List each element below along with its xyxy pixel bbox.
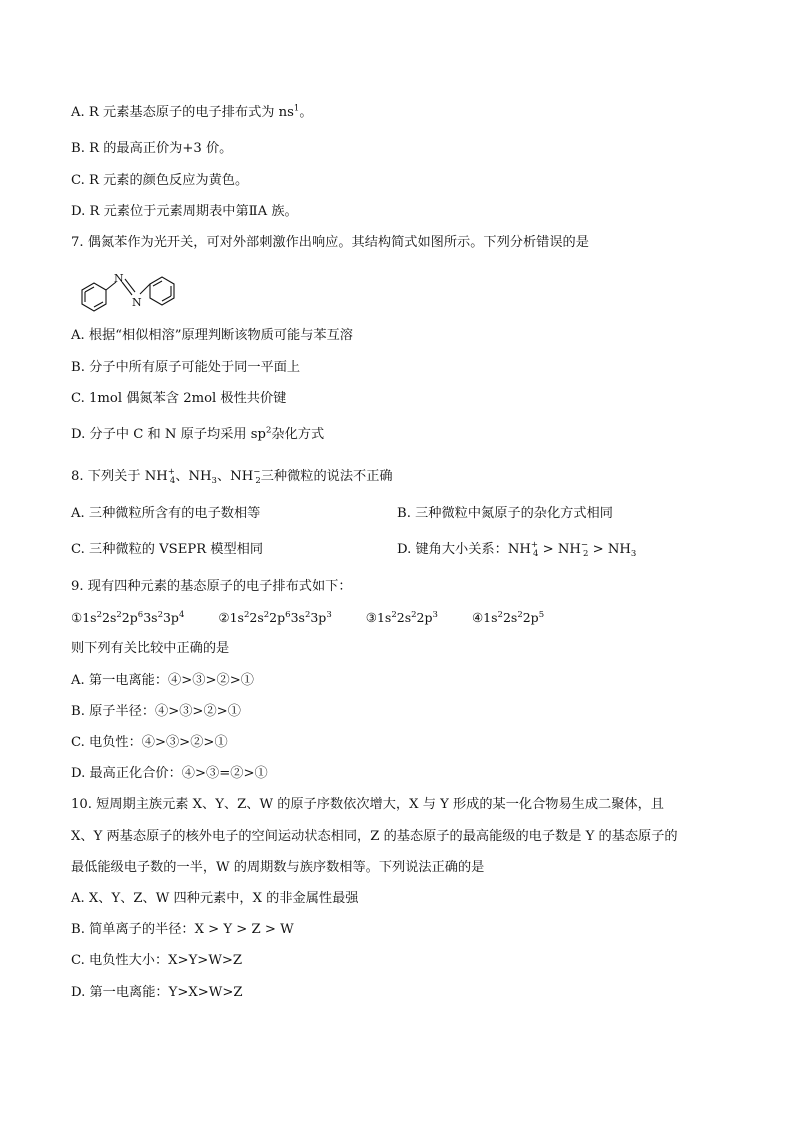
q9-stem: 9. 现有四种元素的基态原子的电子排布式如下： <box>71 579 352 594</box>
q6-option-b: B. R 的最高正价为+3 价。 <box>71 141 233 156</box>
q9-option-c: C. 电负性：④>③>②>① <box>71 735 228 750</box>
q6-option-a: A. R 元素基态原子的电子排布式为 $ns^1$。 <box>71 103 313 120</box>
config-1: $①1s^22s^22p^63s^23p^4$ <box>71 609 185 625</box>
q10-stem-line-3: 最低能级电子数的一半，W 的周期数与族序数相等。下列说法正确的是 <box>71 860 485 875</box>
q6-option-c: C. R 元素的颜色反应为黄色。 <box>71 173 249 188</box>
q8-option-c: C. 三种微粒的 VSEPR 模型相同 <box>71 542 264 557</box>
config-2: $②1s^22s^22p^63s^23p^3$ <box>218 609 332 625</box>
q10-option-b: B. 简单离子的半径：X > Y > Z > W <box>71 922 294 937</box>
q9-option-a: A. 第一电离能：④>③>②>① <box>71 673 254 688</box>
config-3: $③1s^22s^22p^3$ <box>365 609 438 625</box>
q8-option-b: B. 三种微粒中氮原子的杂化方式相同 <box>397 506 613 521</box>
q9-lead: 则下列有关比较中正确的是 <box>71 641 230 656</box>
q10-stem-line-2: X、Y 两基态原子的核外电子的空间运动状态相同，Z 的基态原子的最高能级的电子数是 Y 的基态原子的 <box>71 829 678 844</box>
ammonia-molecule: $NH_3$ <box>188 469 217 486</box>
config-4: $④1s^22s^22p^5$ <box>471 609 545 625</box>
nitrogen-label-2: N <box>132 296 142 309</box>
nitrogen-label-1: N <box>114 272 124 285</box>
q7-option-b: B. 分子中所有原子可能处于同一平面上 <box>71 360 301 375</box>
q8-option-d: D. 键角大小关系：$NH^+_4 > NH^-_2 > NH_3$ <box>397 540 637 559</box>
ammonium-ion: $NH^+_4$ <box>144 467 176 486</box>
q7-option-c: C. 1mol 偶氮苯含 2mol 极性共价键 <box>71 391 287 406</box>
q7-stem: 7. 偶氮苯作为光开关，可对外部刺激作出响应。其结构简式如图所示。下列分析错误的是 <box>71 235 589 250</box>
q10-option-d: D. 第一电离能：Y>X>W>Z <box>71 985 243 1000</box>
q7-option-d: D. 分子中 C 和 N 原子均采用 $sp^2$杂化方式 <box>71 425 325 442</box>
amide-ion: $NH^-_2$ <box>230 467 261 486</box>
q9-option-b: B. 原子半径：④>③>②>① <box>71 704 241 719</box>
q8-option-a: A. 三种微粒所含有的电子数相等 <box>71 506 261 521</box>
q10-option-a: A. X、Y、Z、W 四种元素中，X 的非金属性最强 <box>71 891 359 906</box>
q10-option-c: C. 电负性大小：X>Y>W>Z <box>71 953 243 968</box>
q9-configurations <box>71 609 544 627</box>
q6-option-d: D. R 元素位于元素周期表中第ⅡA 族。 <box>71 204 298 219</box>
azobenzene-structure <box>70 262 190 322</box>
q7-option-a: A. 根据“相似相溶”原理判断该物质可能与苯互溶 <box>71 328 353 343</box>
q8-stem: 8. 下列关于 $NH^+_4$、$NH_3$、$NH^-_2$三种微粒的说法不正确 <box>71 467 393 486</box>
q10-stem-line-1: 10. 短周期主族元素 X、Y、Z、W 的原子序数依次增大，X 与 Y 形成的某一化合物易生成二聚体，且 <box>71 797 664 812</box>
q9-option-d: D. 最高正化合价：④>③=②>① <box>71 766 268 781</box>
